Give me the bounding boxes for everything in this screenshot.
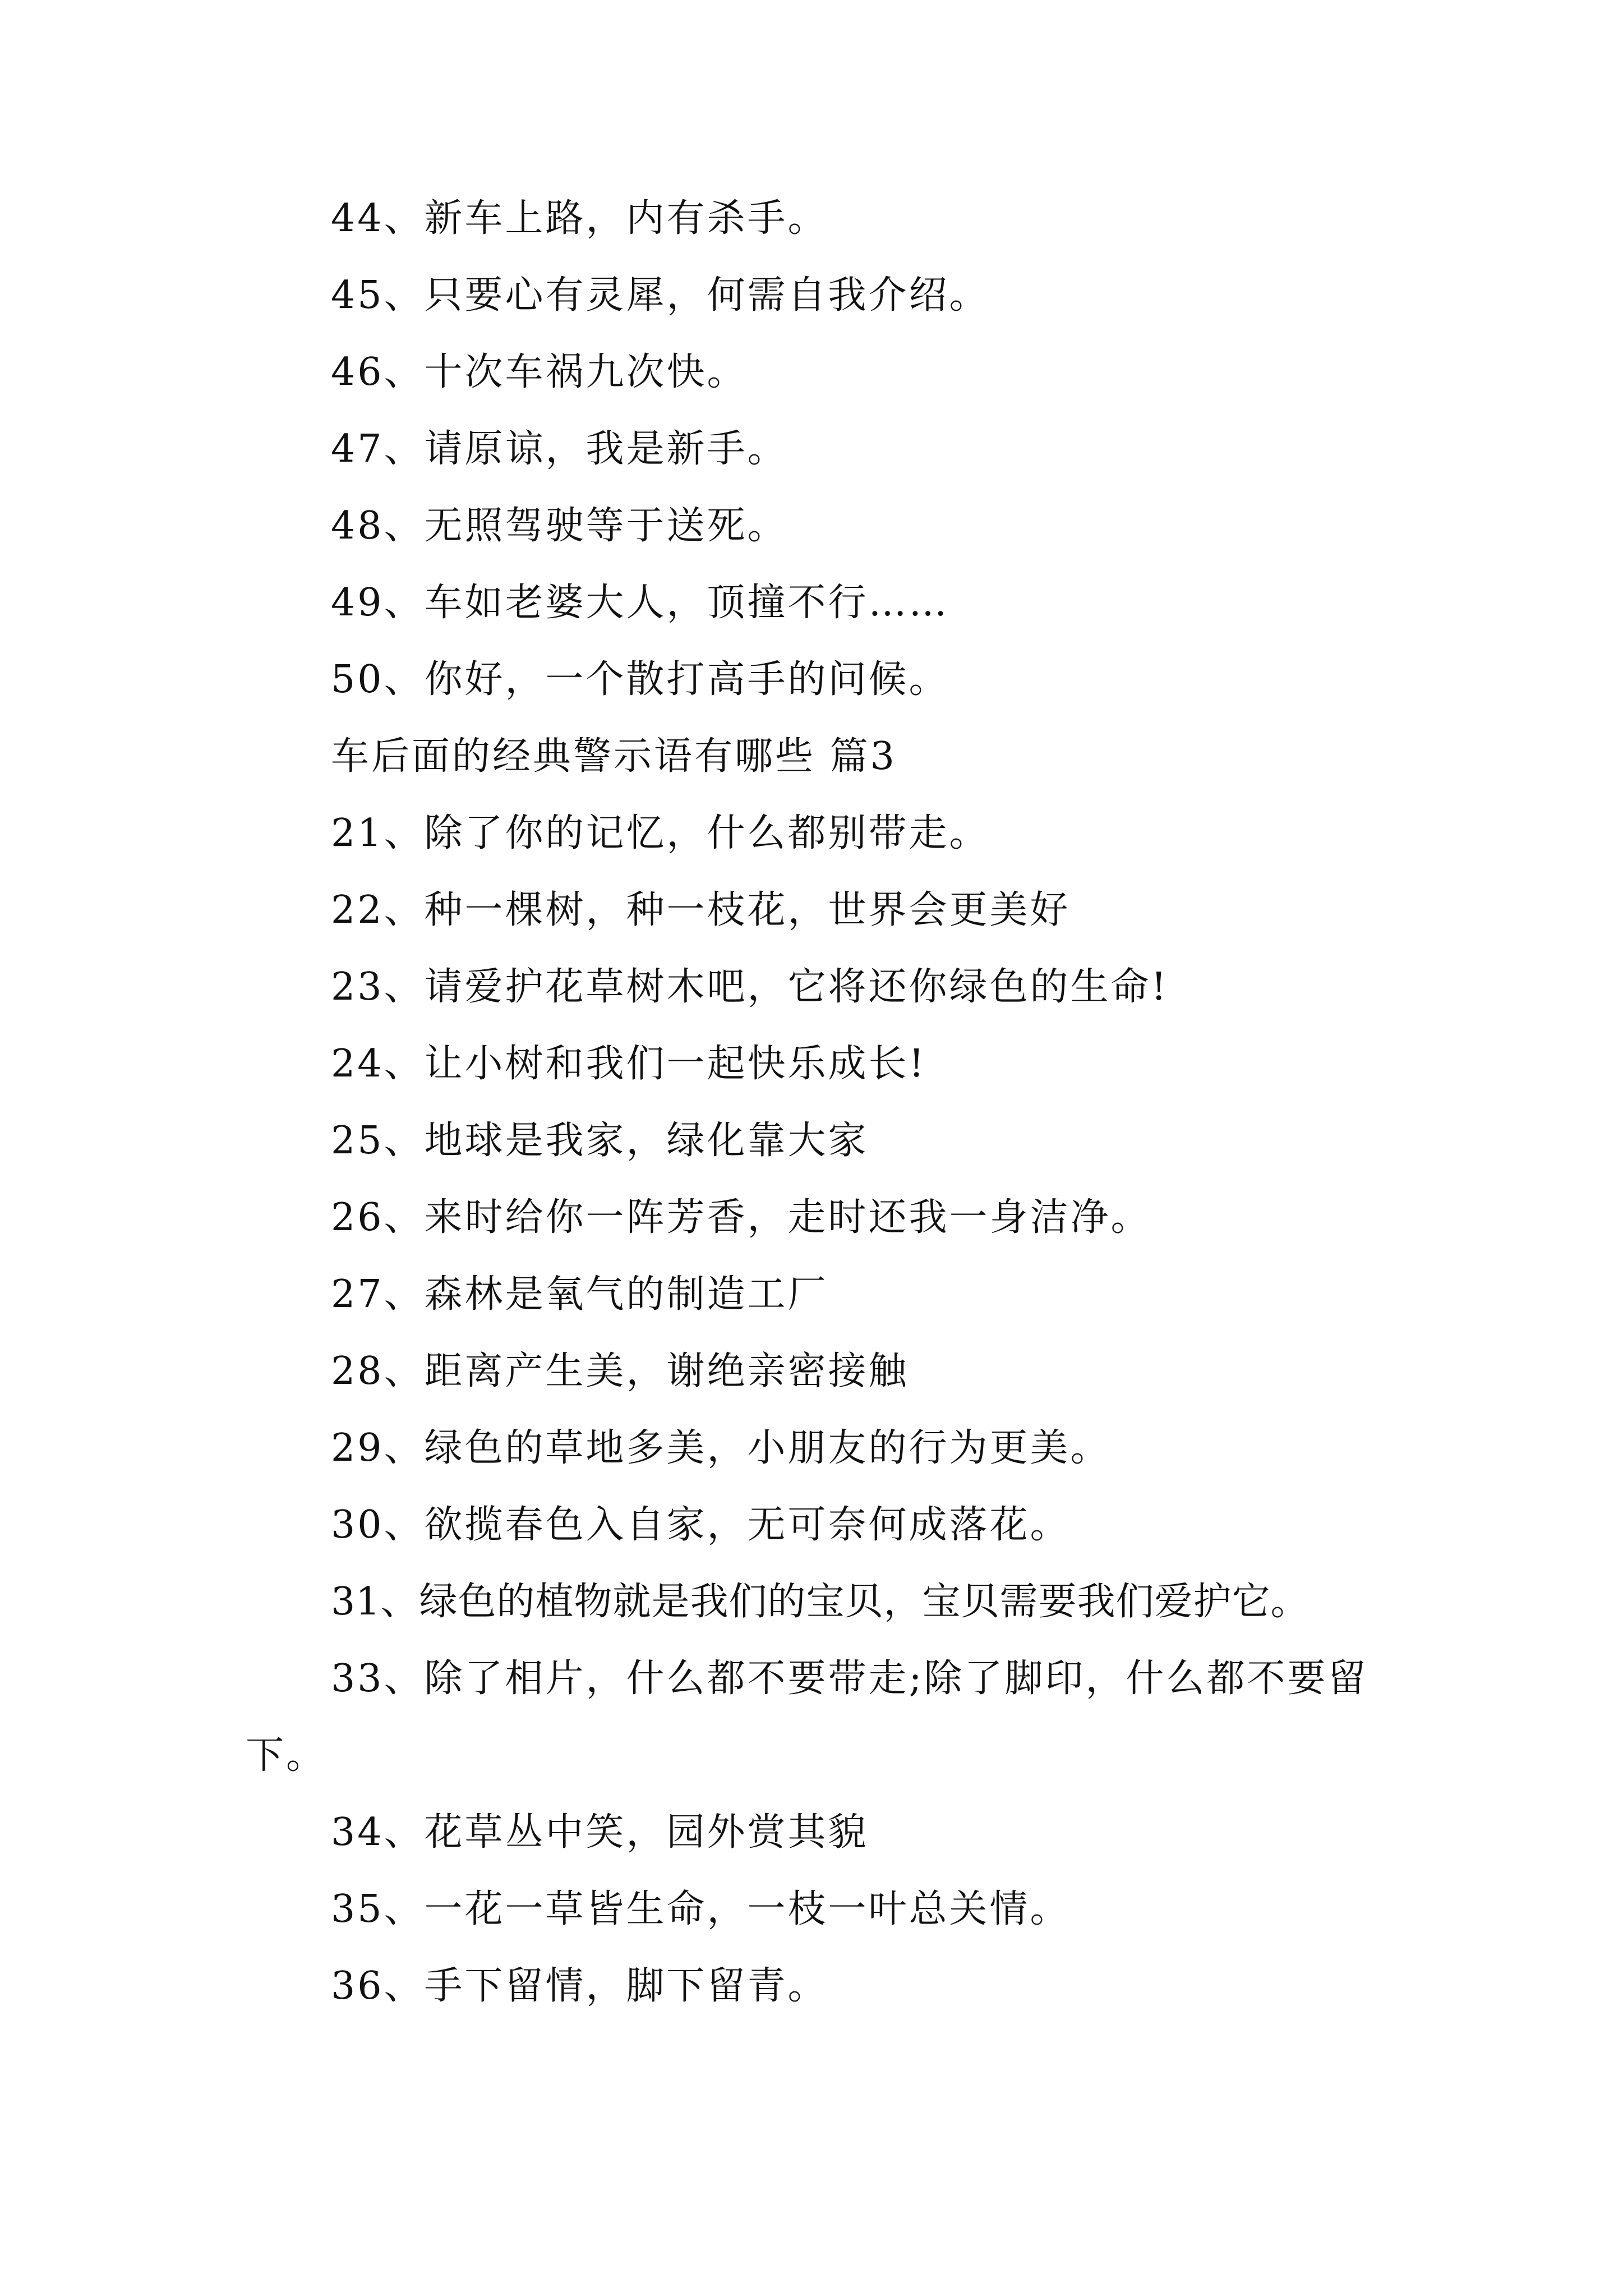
- list-item: 33、除了相片，什么都不要带走;除了脚印，什么都不要留下。: [246, 1657, 1368, 1778]
- list-item: 28、距离产生美，谢绝亲密接触: [331, 1349, 909, 1393]
- section-heading: 车后面的经典警示语有哪些 篇3: [331, 734, 897, 779]
- list-item: 45、只要心有灵犀，何需自我介绍。: [331, 273, 990, 318]
- list-item: 29、绿色的草地多美，小朋友的行为更美。: [331, 1426, 1111, 1470]
- list-item: 22、种一棵树，种一枝花，世界会更美好: [331, 888, 1071, 932]
- list-item: 25、地球是我家，绿化靠大家: [331, 1119, 869, 1163]
- list-item: 47、请原谅，我是新手。: [331, 427, 788, 471]
- list-item: 21、除了你的记忆，什么都别带走。: [331, 811, 990, 855]
- list-item: 48、无照驾驶等于送死。: [331, 504, 788, 548]
- list-item: 49、车如老婆大人，顶撞不行……: [331, 581, 949, 625]
- list-item: 46、十次车祸九次快。: [331, 350, 748, 394]
- list-item: 24、让小树和我们一起快乐成长!: [331, 1042, 926, 1086]
- list-item: 44、新车上路，内有杀手。: [331, 196, 828, 241]
- list-item: 30、欲揽春色入自家，无可奈何成落花。: [331, 1503, 1071, 1547]
- list-item: 34、花草丛中笑，园外赏其貌: [331, 1810, 869, 1855]
- list-item: 31、绿色的植物就是我们的宝贝，宝贝需要我们爱护它。: [331, 1580, 1310, 1624]
- list-item: 35、一花一草皆生命，一枝一叶总关情。: [331, 1887, 1071, 1931]
- list-item: 50、你好，一个散打高手的问候。: [331, 657, 949, 702]
- list-item: 23、请爱护花草树木吧，它将还你绿色的生命!: [331, 965, 1169, 1009]
- list-item: 27、森林是氧气的制造工厂: [331, 1272, 828, 1317]
- list-item: 36、手下留情，脚下留青。: [331, 1964, 828, 2008]
- list-item: 26、来时给你一阵芳香，走时还我一身洁净。: [331, 1195, 1151, 1240]
